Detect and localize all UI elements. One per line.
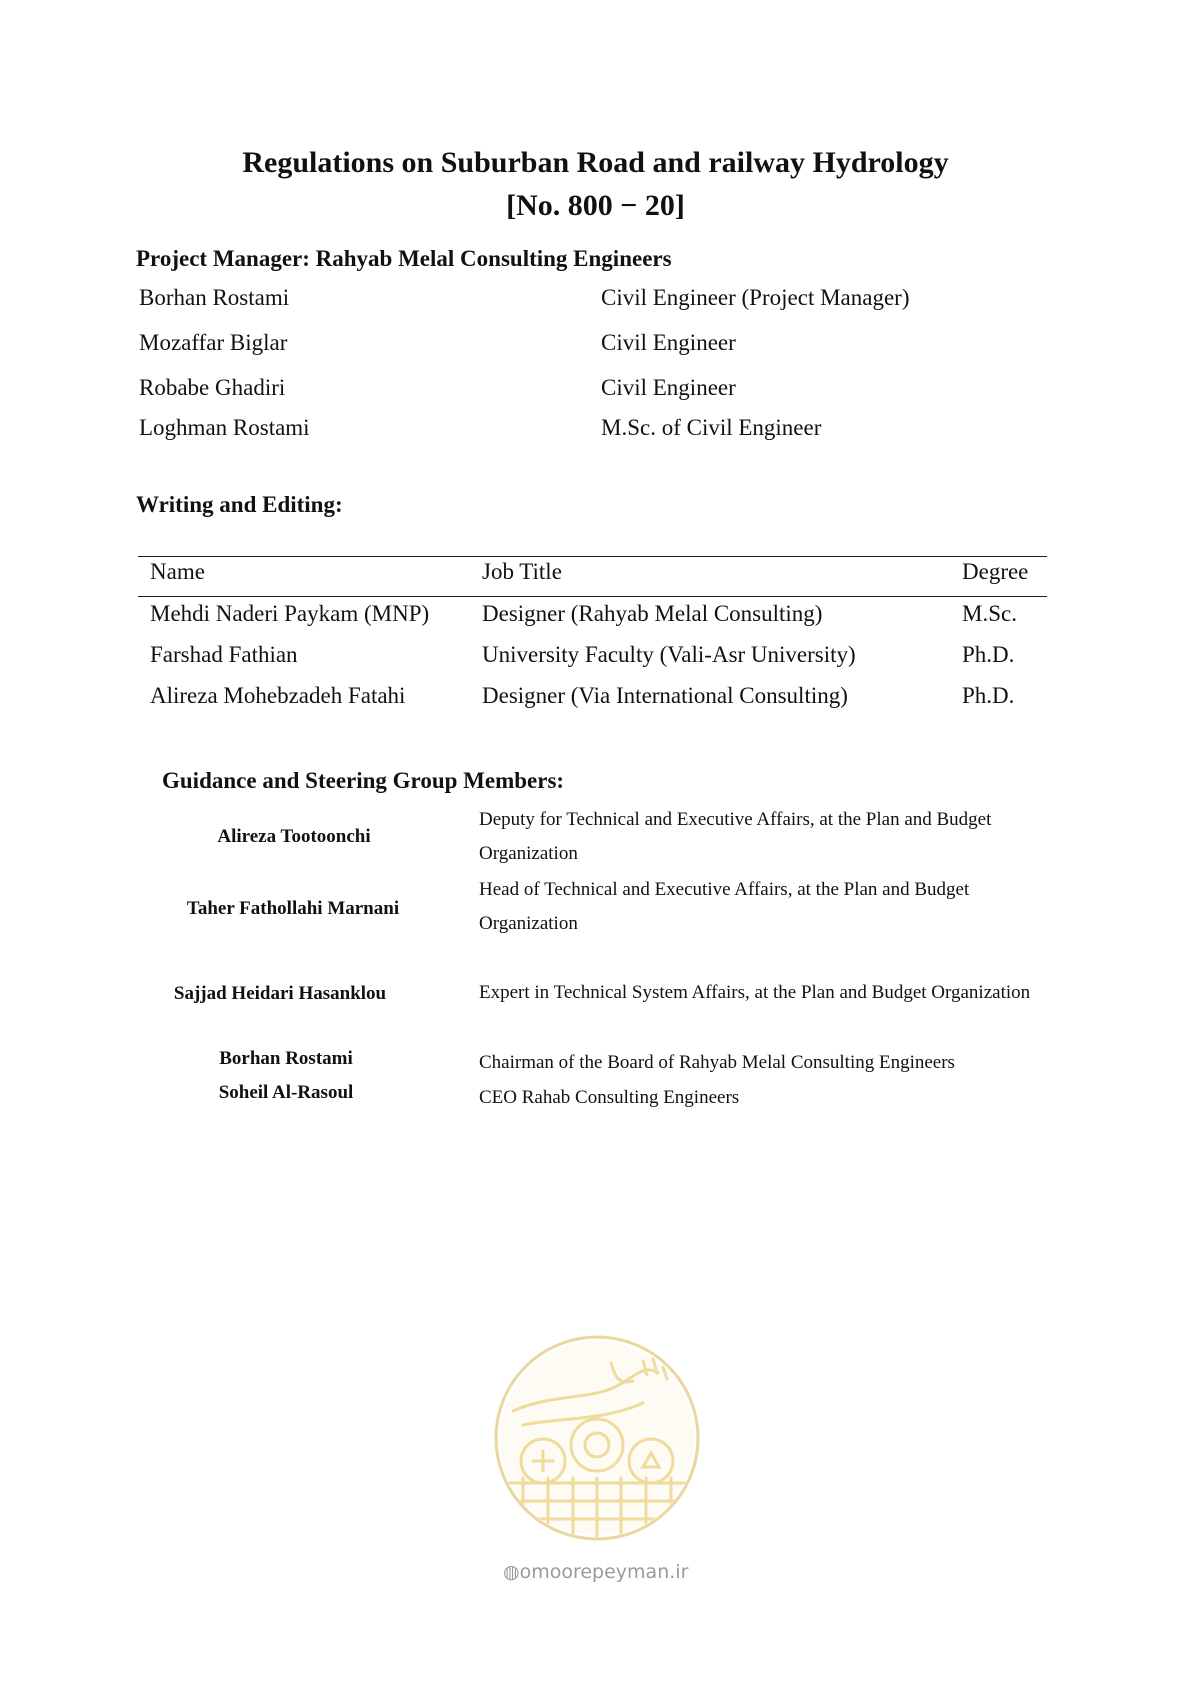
pm-member-name: Loghman Rostami	[139, 415, 310, 440]
guidance-member-name: Borhan Rostami	[219, 1048, 353, 1069]
table-cell-job-title: University Faculty (Vali-Asr University)	[482, 642, 856, 667]
pm-member-name: Robabe Ghadiri	[139, 375, 286, 400]
guidance-member-role: Chairman of the Board of Rahyab Melal Consulting Engineers	[479, 1052, 955, 1073]
table-header-name: Name	[150, 559, 205, 584]
pm-member-name: Borhan Rostami	[139, 285, 290, 310]
guidance-member-role: CEO Rahab Consulting Engineers	[479, 1087, 740, 1108]
guidance-member-role: Expert in Technical System Affairs, at the Plan and Budget Organization	[479, 982, 1031, 1003]
guidance-member-role: Organization	[479, 843, 578, 864]
project-manager-heading: Project Manager: Rahyab Melal Consulting Engineers	[136, 246, 672, 271]
table-cell-name: Farshad Fathian	[150, 642, 298, 667]
pm-member-name: Mozaffar Biglar	[139, 330, 288, 355]
table-cell-degree: Ph.D.	[962, 642, 1015, 667]
guidance-member-name: Sajjad Heidari Hasanklou	[173, 983, 387, 1004]
table-cell-job-title: Designer (Rahyab Melal Consulting)	[482, 601, 823, 626]
table-header-job-title: Job Title	[482, 559, 562, 584]
guidance-member-name: Taher Fathollahi Marnani	[186, 898, 400, 919]
writing-editing-heading: Writing and Editing:	[136, 492, 343, 517]
pm-member-role: Civil Engineer	[601, 330, 736, 355]
table-cell-job-title: Designer (Via International Consulting)	[482, 683, 848, 708]
guidance-member-role: Deputy for Technical and Executive Affairs, at the Plan and Budget	[479, 809, 992, 830]
table-header-degree: Degree	[962, 559, 1029, 584]
watermark-caption	[503, 1561, 688, 1583]
guidance-member-role: Head of Technical and Executive Affairs, at the Plan and Budget	[479, 879, 970, 900]
document-title: Regulations on Suburban Road and railway Hydrology	[242, 146, 949, 179]
pm-member-role: M.Sc. of Civil Engineer	[601, 415, 822, 440]
globe-icon: ◍	[503, 1561, 520, 1583]
table-cell-name: Mehdi Naderi Paykam (MNP)	[150, 601, 430, 626]
watermark-seal-logo	[493, 1333, 701, 1543]
guidance-member-name: Alireza Tootoonchi	[217, 826, 371, 847]
guidance-member-role: Organization	[479, 913, 578, 934]
table-header-rule	[138, 596, 1047, 597]
table-top-rule	[138, 556, 1047, 557]
watermark-caption-text: omoorepeyman.ir	[519, 1561, 689, 1583]
pm-member-role: Civil Engineer (Project Manager)	[601, 285, 910, 310]
guidance-member-name: Soheil Al-Rasoul	[218, 1082, 354, 1103]
table-cell-degree: M.Sc.	[962, 601, 1017, 626]
table-cell-name: Alireza Mohebzadeh Fatahi	[150, 683, 406, 708]
table-cell-degree: Ph.D.	[962, 683, 1015, 708]
pm-member-role: Civil Engineer	[601, 375, 736, 400]
document-number: [No. 800 − 20]	[506, 189, 685, 222]
guidance-heading: Guidance and Steering Group Members:	[162, 768, 565, 793]
